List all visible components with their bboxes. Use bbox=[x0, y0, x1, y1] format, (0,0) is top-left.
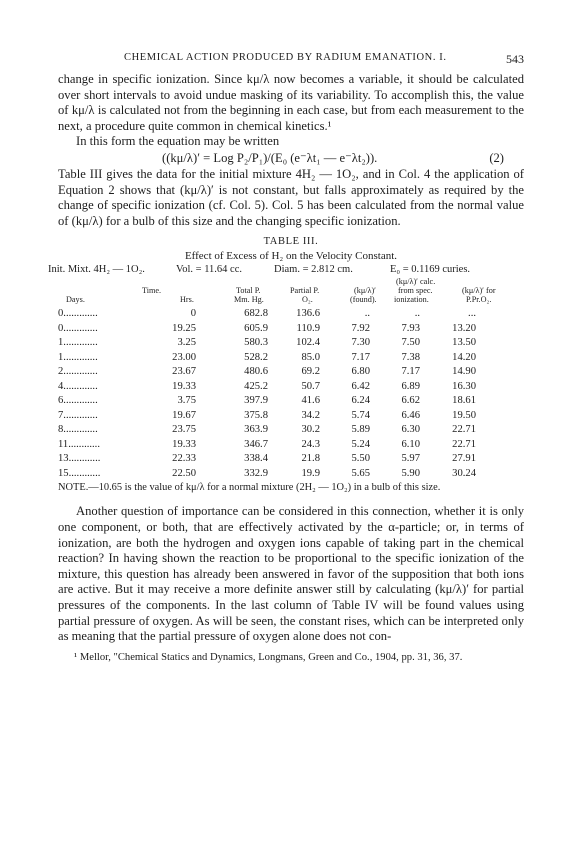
cell-pr: 19.50 bbox=[452, 409, 476, 421]
cell-hrs: 19.33 bbox=[172, 438, 196, 450]
cell-partial: 110.9 bbox=[296, 322, 320, 334]
header-days: Days. bbox=[66, 295, 85, 305]
cell-days: 8............. bbox=[58, 424, 98, 436]
cell-found: 5.50 bbox=[351, 453, 370, 465]
emanation-e0: E₀ = 0.1169 curies. bbox=[390, 264, 471, 276]
header-calc-top: (kμ/λ)′ calc. bbox=[396, 277, 436, 287]
cell-spec: 6.10 bbox=[401, 438, 420, 450]
header-total-p-unit: Mm. Hg. bbox=[234, 295, 264, 305]
cell-days: 4............. bbox=[58, 380, 98, 392]
table-row bbox=[58, 409, 476, 424]
cell-found: 5.74 bbox=[351, 409, 370, 421]
header-found-sub: (found). bbox=[350, 295, 377, 305]
cell-total: 605.9 bbox=[244, 322, 268, 334]
cell-total: 346.7 bbox=[244, 438, 268, 450]
cell-spec: 6.62 bbox=[401, 395, 420, 407]
cell-partial: 30.2 bbox=[301, 424, 320, 436]
cell-found: 7.92 bbox=[351, 322, 370, 334]
cell-total: 682.8 bbox=[244, 308, 268, 320]
cell-spec: 6.46 bbox=[401, 409, 420, 421]
cell-days: 1............. bbox=[58, 337, 98, 349]
cell-hrs: 22.33 bbox=[172, 453, 196, 465]
cell-found: 7.17 bbox=[351, 351, 370, 363]
cell-hrs: 19.33 bbox=[172, 380, 196, 392]
cell-spec: 5.90 bbox=[401, 467, 420, 479]
cell-hrs: 23.00 bbox=[172, 351, 196, 363]
cell-partial: 24.3 bbox=[301, 438, 320, 450]
cell-total: 338.4 bbox=[244, 453, 268, 465]
cell-hrs: 23.75 bbox=[172, 424, 196, 436]
table-row bbox=[58, 336, 476, 351]
cell-partial: 19.9 bbox=[301, 467, 320, 479]
header-time: Time. bbox=[142, 286, 162, 296]
cell-spec: 7.93 bbox=[401, 322, 420, 334]
data-table bbox=[58, 307, 476, 481]
table-conditions bbox=[48, 263, 524, 277]
table-row bbox=[58, 322, 476, 337]
cell-partial: 50.7 bbox=[301, 380, 320, 392]
cell-found: 6.80 bbox=[351, 366, 370, 378]
volume: Vol. = 11.64 cc. bbox=[176, 264, 242, 276]
cell-hrs: 19.25 bbox=[172, 322, 196, 334]
cell-partial: 41.6 bbox=[301, 395, 320, 407]
cell-pr: 14.90 bbox=[452, 366, 476, 378]
cell-found: 5.65 bbox=[351, 467, 370, 479]
table-row bbox=[58, 423, 476, 438]
cell-partial: 34.2 bbox=[301, 409, 320, 421]
cell-pr: 13.50 bbox=[452, 337, 476, 349]
cell-found: 6.42 bbox=[351, 380, 370, 392]
cell-total: 397.9 bbox=[244, 395, 268, 407]
cell-total: 528.2 bbox=[244, 351, 268, 363]
cell-days: 6............. bbox=[58, 395, 98, 407]
table-subtitle: Effect of Excess of H₂ on the Velocity Constant. bbox=[184, 250, 398, 263]
table-header bbox=[58, 277, 524, 307]
cell-pr: 16.30 bbox=[452, 380, 476, 392]
cell-days: 2............. bbox=[58, 366, 98, 378]
cell-total: 425.2 bbox=[244, 380, 268, 392]
cell-spec: 5.97 bbox=[401, 453, 420, 465]
cell-spec: 7.17 bbox=[401, 366, 420, 378]
cell-pr: 18.61 bbox=[452, 395, 476, 407]
cell-partial: 21.8 bbox=[301, 453, 320, 465]
running-header bbox=[58, 52, 524, 72]
header-calc-sub: ionization. bbox=[394, 295, 429, 305]
cell-days: 13............ bbox=[58, 453, 101, 465]
initial-mixture: Init. Mixt. 4H₂ — 1O₂. bbox=[48, 264, 145, 276]
cell-total: 480.6 bbox=[244, 366, 268, 378]
cell-days: 0............. bbox=[58, 322, 98, 334]
table-row bbox=[58, 351, 476, 366]
cell-total: 580.3 bbox=[244, 337, 268, 349]
cell-found: 5.24 bbox=[351, 438, 370, 450]
cell-hrs: 19.67 bbox=[172, 409, 196, 421]
header-found: (kμ/λ)′ bbox=[354, 286, 376, 296]
paragraph-2: In this form the equation may be written bbox=[76, 134, 280, 149]
table-row bbox=[58, 452, 476, 467]
cell-spec: 7.38 bbox=[401, 351, 420, 363]
table-caption: TABLE III. bbox=[263, 236, 319, 248]
cell-spec: 6.30 bbox=[401, 424, 420, 436]
cell-partial: 85.0 bbox=[301, 351, 320, 363]
cell-pr: 14.20 bbox=[452, 351, 476, 363]
cell-pr: 27.91 bbox=[452, 453, 476, 465]
page-body bbox=[48, 52, 524, 664]
table-note: NOTE.—10.65 is the value of kμ/λ for a normal mixture (2H₂ — 1O₂) in a bulb of this size. bbox=[58, 482, 441, 494]
table-row bbox=[58, 380, 476, 395]
cell-total: 332.9 bbox=[244, 467, 268, 479]
paragraph-3: Table III gives the data for the initial mixture 4H₂ — 1O₂, and in Col. 4 the application of Equation 2 shows that (kμ/λ)′ is not constant, but falls approximately as required by the change of specific ionization (cf. Col. 5). Col. 5 has been calculated from the normal value of (kμ/λ) for a bulb of this size and the changing specific ionization. bbox=[58, 166, 524, 228]
header-hrs: Hrs. bbox=[180, 295, 194, 305]
cell-total: 375.8 bbox=[244, 409, 268, 421]
header-calc: from spec. bbox=[398, 286, 433, 296]
cell-found: .. bbox=[364, 308, 370, 320]
table-row bbox=[58, 438, 476, 453]
page-number: 543 bbox=[506, 52, 524, 66]
table-row bbox=[58, 394, 476, 409]
cell-spec: 6.89 bbox=[401, 380, 420, 392]
cell-found: 5.89 bbox=[351, 424, 370, 436]
table-row bbox=[58, 365, 476, 380]
cell-total: 363.9 bbox=[244, 424, 268, 436]
cell-spec: 7.50 bbox=[401, 337, 420, 349]
cell-partial: 102.4 bbox=[296, 337, 320, 349]
cell-days: 11............ bbox=[58, 438, 100, 450]
paragraph-4: Another question of importance can be considered in this connection, whether it is only one component, or both, that are effectively activated by the α-particle; or, in terms of ionization, are both the hydrogen and oxygen ions capable of taking part in the chemical reaction? In having shown the reaction to be proportional to the specific ionization of the mixture, this question has already been answered in favor of the supposition that both ions are active. But it may receive a more definite answer still by calculating (kμ/λ)′ for partial pressures of the components. In the last column of Table IV will be found values using partial pressure of oxygen. As will be seen, the constant rises, which can be interpreted only as meaning that the partial pressure of oxygen alone does not con- bbox=[58, 504, 524, 644]
cell-pr: 22.71 bbox=[452, 424, 476, 436]
cell-days: 7............. bbox=[58, 409, 98, 421]
cell-pr: 13.20 bbox=[452, 322, 476, 334]
cell-spec: .. bbox=[414, 308, 420, 320]
header-partial-p: Partial P. bbox=[290, 286, 320, 296]
paragraph-1: change in specific ionization. Since kμ/λ now becomes a variable, it should be calculated over short intervals to avoid undue masking of its variability. To accomplish this, the value of kμ/λ is calculated not from the beginning in each case, but from each measurement to the next, a procedure quite common in chemical kinetics.¹ bbox=[58, 72, 524, 133]
cell-hrs: 22.50 bbox=[172, 467, 196, 479]
cell-found: 7.30 bbox=[351, 337, 370, 349]
cell-partial: 136.6 bbox=[296, 308, 320, 320]
header-pr: (kμ/λ)′ for bbox=[462, 286, 496, 296]
equation-number: (2) bbox=[489, 150, 504, 165]
diameter: Diam. = 2.812 cm. bbox=[274, 264, 353, 276]
header-partial-p-unit: O₂. bbox=[302, 295, 313, 305]
header-total-p: Total P. bbox=[236, 286, 261, 296]
cell-pr: 30.24 bbox=[452, 467, 476, 479]
footnote: ¹ Mellor, "Chemical Statics and Dynamics, Longmans, Green and Co., 1904, pp. 31, 36, 37. bbox=[74, 651, 463, 663]
cell-days: 0............. bbox=[58, 308, 98, 320]
running-title: CHEMICAL ACTION PRODUCED BY RADIUM EMANATION. I. bbox=[124, 52, 447, 63]
table-row bbox=[58, 307, 476, 322]
cell-hrs: 3.75 bbox=[177, 395, 196, 407]
equation-expression: ((kμ/λ)′ = Log P₂/P₁)/(E₀ (e⁻λt₁ — e⁻λt₂)). bbox=[162, 150, 378, 165]
header-pr-sub: P.Pr.O₂. bbox=[466, 295, 492, 305]
cell-partial: 69.2 bbox=[301, 366, 320, 378]
cell-hrs: 0 bbox=[190, 308, 196, 320]
table-row bbox=[58, 467, 476, 482]
cell-days: 1............. bbox=[58, 351, 98, 363]
cell-pr: 22.71 bbox=[452, 438, 476, 450]
cell-hrs: 23.67 bbox=[172, 366, 196, 378]
cell-days: 15............ bbox=[58, 467, 101, 479]
equation-2 bbox=[58, 150, 524, 167]
cell-pr: ... bbox=[468, 308, 476, 320]
cell-hrs: 3.25 bbox=[177, 337, 196, 349]
cell-found: 6.24 bbox=[351, 395, 370, 407]
